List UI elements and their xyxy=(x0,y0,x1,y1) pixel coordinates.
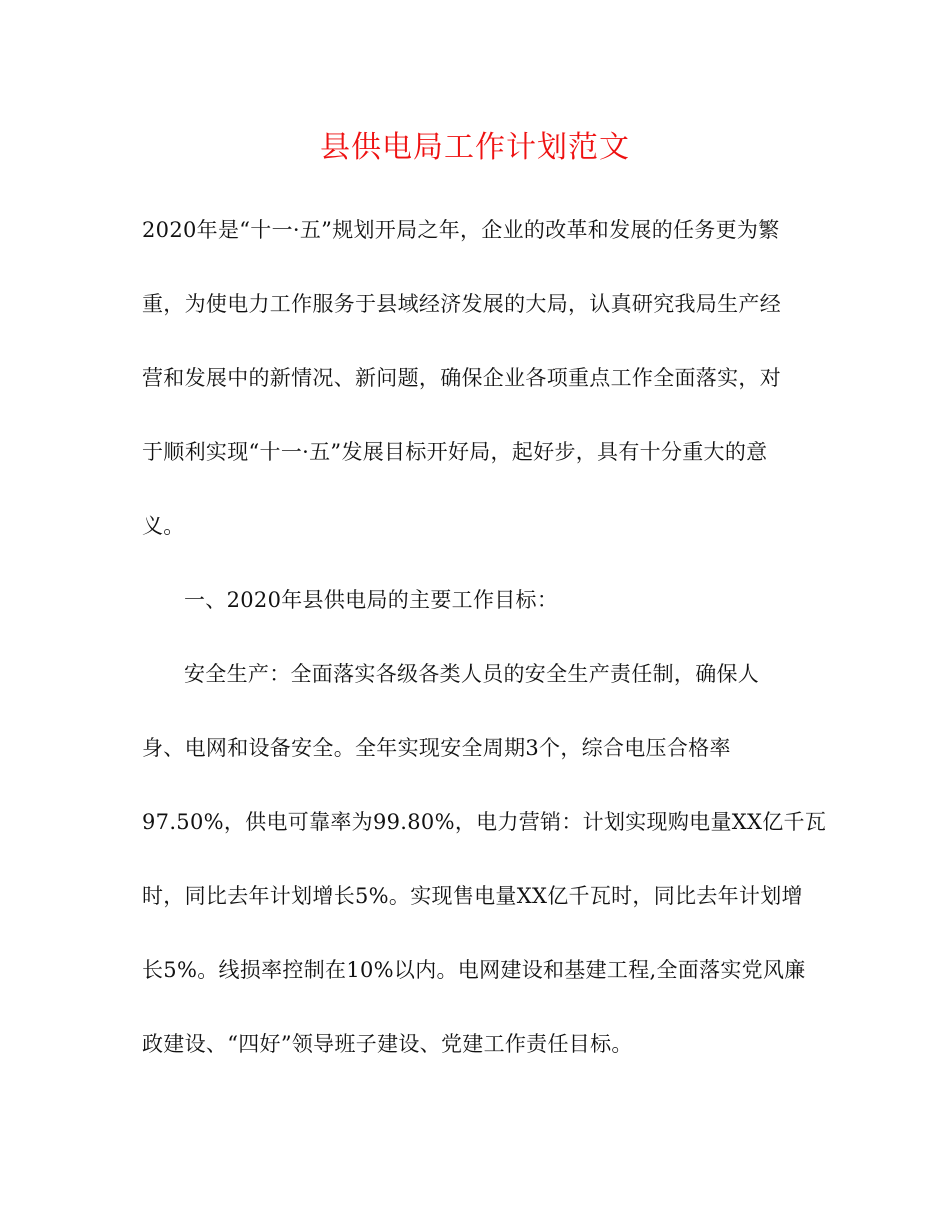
paragraph-line: 营和发展中的新情况、新问题，确保企业各项重点工作全面落实，对 xyxy=(142,366,781,390)
paragraph-line: 义。 xyxy=(142,514,185,538)
paragraph-line: 身、电网和设备安全。全年实现安全周期3个，综合电压合格率 xyxy=(142,736,731,760)
document-title: 县供电局工作计划范文 xyxy=(320,130,630,165)
paragraph-line: 安全生产：全面落实各级各类人员的安全生产责任制，确保人 xyxy=(184,662,760,686)
paragraph-line: 于顺利实现“十一·五”发展目标开好局，起好步，具有十分重大的意 xyxy=(142,440,768,464)
paragraph-line: 长5%。线损率控制在10%以内。电网建设和基建工程,全面落实党风廉 xyxy=(142,958,806,982)
paragraph-line: 时，同比去年计划增长5%。实现售电量XX亿千瓦时，同比去年计划增 xyxy=(142,884,803,908)
section-heading: 一、2020年县供电局的主要工作目标： xyxy=(184,588,559,612)
paragraph-line: 97.50%，供电可靠率为99.80%，电力营销：计划实现购电量XX亿千瓦 xyxy=(142,810,827,834)
paragraph-line: 政建设、“四好”领导班子建设、党建工作责任目标。 xyxy=(142,1032,633,1056)
paragraph-line: 2020年是“十一·五”规划开局之年，企业的改革和发展的任务更为繁 xyxy=(142,218,780,242)
paragraph-line: 重，为使电力工作服务于县域经济发展的大局，认真研究我局生产经 xyxy=(142,292,781,316)
